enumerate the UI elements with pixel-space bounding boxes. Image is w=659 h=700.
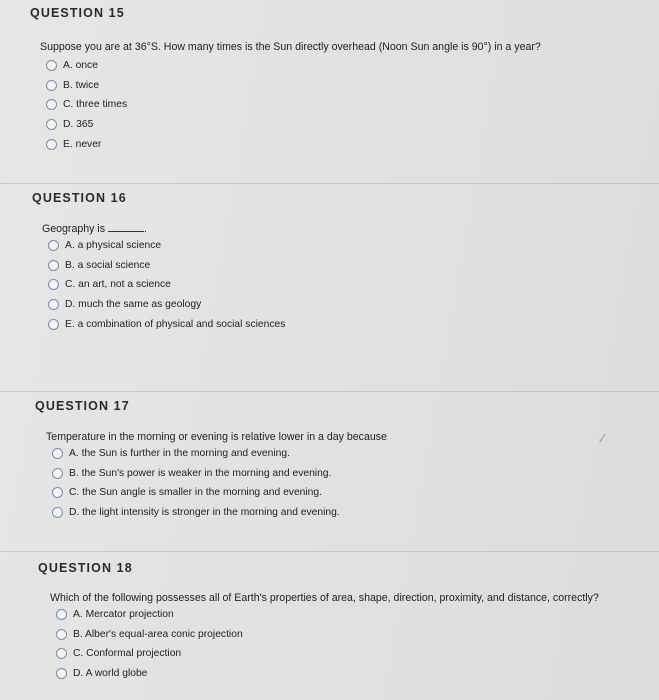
question-text: Suppose you are at 36°S. How many times is the Sun directly overhead (Noon Sun angle is 90°) in a year? [40, 41, 541, 53]
radio-button[interactable] [56, 609, 67, 620]
radio-button[interactable] [52, 468, 63, 479]
option-b[interactable] [48, 256, 285, 276]
option-label: B. twice [63, 79, 100, 91]
option-label: C. three times [63, 99, 128, 111]
radio-button[interactable] [56, 648, 67, 659]
option-label: A. a physical science [65, 240, 162, 252]
radio-button[interactable] [48, 260, 59, 271]
option-label: D. A world globe [73, 668, 148, 680]
option-c[interactable] [52, 483, 387, 503]
radio-button[interactable] [46, 60, 57, 71]
stray-mark [599, 434, 606, 443]
question-text: Which of the following possesses all of Earth's properties of area, shape, direction, proximity, and distance, correctly? [50, 592, 599, 604]
radio-button[interactable] [46, 99, 57, 110]
option-label: E. never [63, 138, 102, 150]
radio-button[interactable] [56, 668, 67, 679]
option-e[interactable] [46, 134, 541, 154]
radio-button[interactable] [56, 629, 67, 640]
question-header: QUESTION 18 [38, 561, 133, 575]
option-label: A. Mercator projection [73, 609, 174, 621]
question-text-suffix: . [144, 223, 147, 235]
option-label: D. 365 [63, 119, 94, 131]
option-a[interactable] [52, 444, 387, 464]
option-b[interactable] [56, 625, 599, 645]
question-header: QUESTION 16 [32, 191, 127, 205]
option-b[interactable] [52, 464, 387, 484]
option-d[interactable] [46, 115, 541, 135]
radio-button[interactable] [46, 119, 57, 130]
option-a[interactable] [48, 236, 285, 256]
option-label: B. the Sun's power is weaker in the morning and evening. [69, 467, 332, 479]
option-label: C. the Sun angle is smaller in the morning and evening. [69, 487, 322, 499]
radio-button[interactable] [52, 487, 63, 498]
option-a[interactable] [56, 605, 599, 625]
radio-button[interactable] [46, 139, 57, 150]
option-b[interactable] [46, 76, 541, 96]
option-c[interactable] [48, 275, 285, 295]
divider [0, 551, 659, 552]
question-text: Temperature in the morning or evening is relative lower in a day because [46, 431, 387, 443]
option-c[interactable] [46, 95, 541, 115]
option-e[interactable] [48, 314, 285, 334]
radio-button[interactable] [52, 448, 63, 459]
option-label: A. once [63, 60, 98, 72]
radio-button[interactable] [48, 299, 59, 310]
radio-button[interactable] [48, 319, 59, 330]
radio-button[interactable] [46, 80, 57, 91]
option-d[interactable] [56, 664, 599, 684]
option-label: A. the Sun is further in the morning and evening. [69, 448, 290, 460]
answer-blank [108, 222, 144, 232]
radio-button[interactable] [48, 279, 59, 290]
option-label: B. Alber's equal-area conic projection [73, 628, 243, 640]
question-text-main: Geography is [42, 223, 106, 235]
divider [0, 183, 659, 184]
option-label: E. a combination of physical and social sciences [65, 318, 286, 330]
radio-button[interactable] [48, 240, 59, 251]
option-d[interactable] [52, 503, 387, 523]
question-header: QUESTION 17 [35, 399, 130, 413]
divider [0, 391, 659, 392]
option-c[interactable] [56, 644, 599, 664]
option-label: C. an art, not a science [65, 279, 171, 291]
option-d[interactable] [48, 295, 285, 315]
option-label: D. much the same as geology [65, 299, 202, 311]
question-text [42, 222, 285, 236]
option-label: D. the light intensity is stronger in the morning and evening. [69, 507, 340, 519]
radio-button[interactable] [52, 507, 63, 518]
question-header: QUESTION 15 [30, 6, 125, 20]
option-label: B. a social science [65, 259, 151, 271]
option-label: C. Conformal projection [73, 648, 182, 660]
option-a[interactable] [46, 56, 541, 76]
